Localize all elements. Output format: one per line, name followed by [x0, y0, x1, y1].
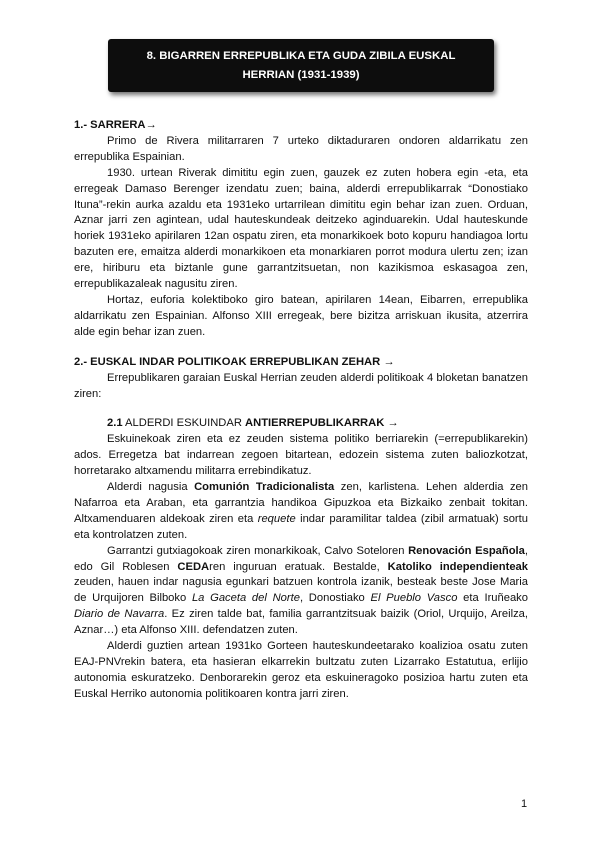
title-banner [108, 39, 494, 92]
subsection-2-1-heading [74, 416, 528, 432]
title-line-2: HERRIAN (1931-1939) [242, 69, 360, 81]
subsection-2-1-paragraph-1: Eskuinekoak ziren eta ez zeuden sistema politiko berriarekin (=errepublikarekin) ados. Erregetza bat indarrean zegoen bitartean, edozein sistema zuten baliozkotzat, horretarako altxamendu militarra errebindikatuz. [74, 433, 528, 478]
subsection-2-1-paragraph-2: Alderdi nagusia Comunión Tradicionalista zen, karlistena. Lehen alderdia zen Nafarroa eta Araban, eta garrantzia handikoa Gipuzkoa eta Bizkaiko zenbait tokitan. Altxamenduaren aldekoak ziren eta requete indar paramilitar taldea (zibil armatuak) sortu eta kontrolatzen zuten. [74, 481, 528, 541]
subsection-2-1-paragraph-4: Alderdi guztien artean 1931ko Gorteen hauteskundeetarako koalizioa osatu zuten EAJ-PNVrekin batera, eta hasieran elkarrekin bultzatu zuten Lizarrako Estatutua, erlijio autonomia eskuratzeko. Denborarekin geroz eta eskuineragoko posizioa hartu zuten eta Euskal Herriko autonomia politikoaren kontra jarri ziren. [74, 640, 528, 700]
section-1-paragraph-1: Primo de Rivera militarraren 7 urteko diktaduraren ondoren aldarrikatu zen errepublika Espainian. [74, 134, 528, 163]
subsection-2-1-paragraph-3: Garrantzi gutxiagokoak ziren monarkikoak, Calvo Soteloren Renovación Española, edo Gil Roblesen CEDAren inguruan eratuak. Bestalde, Katoliko independienteak zeuden, hauen indar nagusia egunkari batzuen kontrola izanik, besteak beste Jose Maria de Urquijoren Bilboko La Gaceta del Norte, Donostiako El Pueblo Vasco eta Iruñeako Diario de Navarra. Ez ziren talde bat, familia garrantzitsuak baizik (Oriol, Urquijo, Areilza, Aznar…) eta Alfonso XIII. defendatzen zuten. [74, 544, 529, 637]
subsection-number: 2.1 [107, 417, 123, 430]
document-body [74, 118, 528, 703]
section-2-heading: 2.- EUSKAL INDAR POLITIKOAK ERREPUBLIKAN ZEHAR → [74, 355, 395, 368]
title-line-1: 8. BIGARREN ERREPUBLIKA ETA GUDA ZIBILA EUSKAL [146, 50, 456, 62]
subsection-label-bold: ANTIERREPUBLIKARRAK → [245, 417, 399, 430]
section-1-heading: 1.- SARRERA→ [74, 119, 157, 131]
page-number: 1 [521, 798, 528, 810]
section-1-paragraph-2: 1930. urtean Riverak dimititu egin zuen, gauzek ez zuten hobera egin -eta, eta erregeak Damaso Berenger izendatu zuen; baina, alderdi errepublikarrak “Donostiako Ituna”-rekin aurka azaldu eta 1931eko urtarrilean dimititu egin behar izan zuen. Orduan, Aznar jarri zen agintean, udal hauteskundeak deitzeko aginduarekin. Udal hauteskunde horiek 1931eko apirilaren 12an ospatu ziren, eta monarkikoek boto kopuru handiagoa lortu bazuten ere, emaitza alderdi monarkikoen eta monarkiaren porrot modura ulertu zen; izan ere, hiriburu eta biztanle gune garrantzitsuetan, non kazikismoa eskasagoa zen, errepublikazaleak nagusitu ziren. [74, 166, 528, 291]
section-1-paragraph-3: Hortaz, euforia kolektiboko giro batean, apirilaren 14ean, Eibarren, errepublika aldarrikatu zen Espainian. Alfonso XIII erregeak, bere bizitza arriskuan ikusita, atzerrira alde egin behar izan zuen. [74, 293, 528, 338]
section-2-paragraph-1: Errepublikaren garaian Euskal Herrian zeuden alderdi politikoak 4 bloketan banatzen ziren: [74, 371, 528, 400]
subsection-label: ALDERDI ESKUINDAR [122, 417, 246, 430]
